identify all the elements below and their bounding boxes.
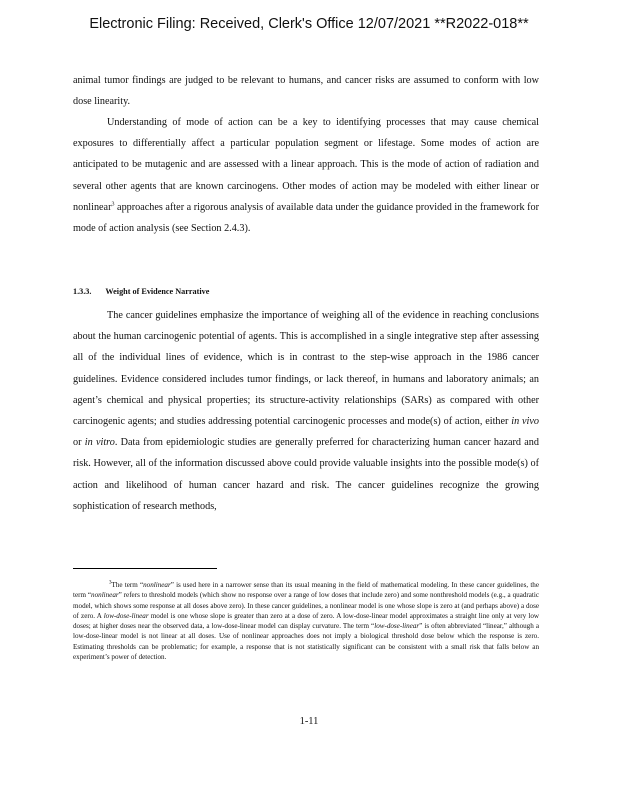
footnote [73,580,539,662]
footnote-separator [73,568,217,569]
italic-term: in vitro [84,437,115,449]
italic-term: low-dose-linear [374,622,420,631]
paragraph-text: or [73,437,85,449]
italic-term: nonlinear [91,591,119,600]
paragraph-continuation: animal tumor findings are judged to be relevant to humans, and cancer risks are assumed to conform with low dose linearity. [73,75,539,108]
paragraph-text: approaches after a rigorous analysis of available data under the guidance provided in the framework for mode of action analysis (see Section 2.4.3). [73,201,539,235]
paragraph-text: Understanding of mode of action can be a key to identifying processes that may cause chemical exposures to differentially affect a particular population segment or lifestage. Some modes of action are anticipated to be mutagenic and are assessed with a linear approach. This is the mode of action of radiation and several other agents that are known carcinogens. Other modes of action may be modeled with either linear or nonlinear [73,117,539,213]
footnote-text: The term “ [111,581,144,589]
footnote-text: ” refers to threshold models (which show no response over a range of low doses that include zero) and some nonthreshold models (e.g., a quadratic model, which shows some response at all doses above zero). In these cancer guidelines, a nonlinear model is one whose slope is zero at (and perhaps above) a dose of zero. A [73,591,539,620]
italic-term: in vivo [511,416,539,428]
italic-term: nonlinear [143,581,171,589]
page-number: 1-11 [299,716,319,727]
section-title: Weight of Evidence Narrative [105,287,210,296]
footnote-reference: 3 [111,201,115,208]
paragraph-text: . Data from epidemiologic studies are generally preferred for characterizing human cancer hazard and risk. However, all of the information discussed above could provide valuable insights into the possible mode(s) of action and likelihood of human cancer hazard and risk. The cancer guidelines recognize the growing sophistication of research methods, [73,437,539,512]
footnote-text: ” is often abbreviated “linear,” although a low-dose-linear model is not linear at all doses. Use of nonlinear approaches does not imply a biological threshold dose below which the response is zero. Estimating thresholds can be problematic; for example, a response that is not statistically significant can be consistent with a small risk that falls below an experiment’s power of detection. [73,622,539,662]
section-number: 1.3.3. [73,287,92,296]
footnote-text: model is one whose slope is greater than zero at a dose of zero. A low-dose-linear model approximates a straight line only at very low doses; at higher doses near the observed data, a low-dose-linear model can display curvature. The term “ [73,611,539,631]
paragraph-weight-of-evidence [73,305,539,517]
footnote-number: 3 [109,580,112,586]
footnote-text: ” is used here in a narrower sense than its usual meaning in the field of mathematical modeling. In these cancer guidelines, the term “ [73,581,539,600]
paragraph-mode-of-action [73,112,539,239]
section-heading [73,287,209,296]
italic-term: low-dose-linear [103,611,149,620]
filing-stamp-header: Electronic Filing: Received, Clerk's Office 12/07/2021 **R2022-018** [89,16,529,32]
paragraph-text: The cancer guidelines emphasize the importance of weighing all of the evidence in reaching conclusions about the human carcinogenic potential of agents. This is accomplished in a single integrative step after assessing all of the individual lines of evidence, which is in contrast to the step-wise approach in the 1986 cancer guidelines. Evidence considered includes tumor findings, or lack thereof, in humans and laboratory animals; an agent’s chemical and physical properties; its structure-activity relationships (SARs) as compared with other carcinogenic agents; and studies addressing potential carcinogenic processes and mode(s) of action, either [73,310,539,428]
